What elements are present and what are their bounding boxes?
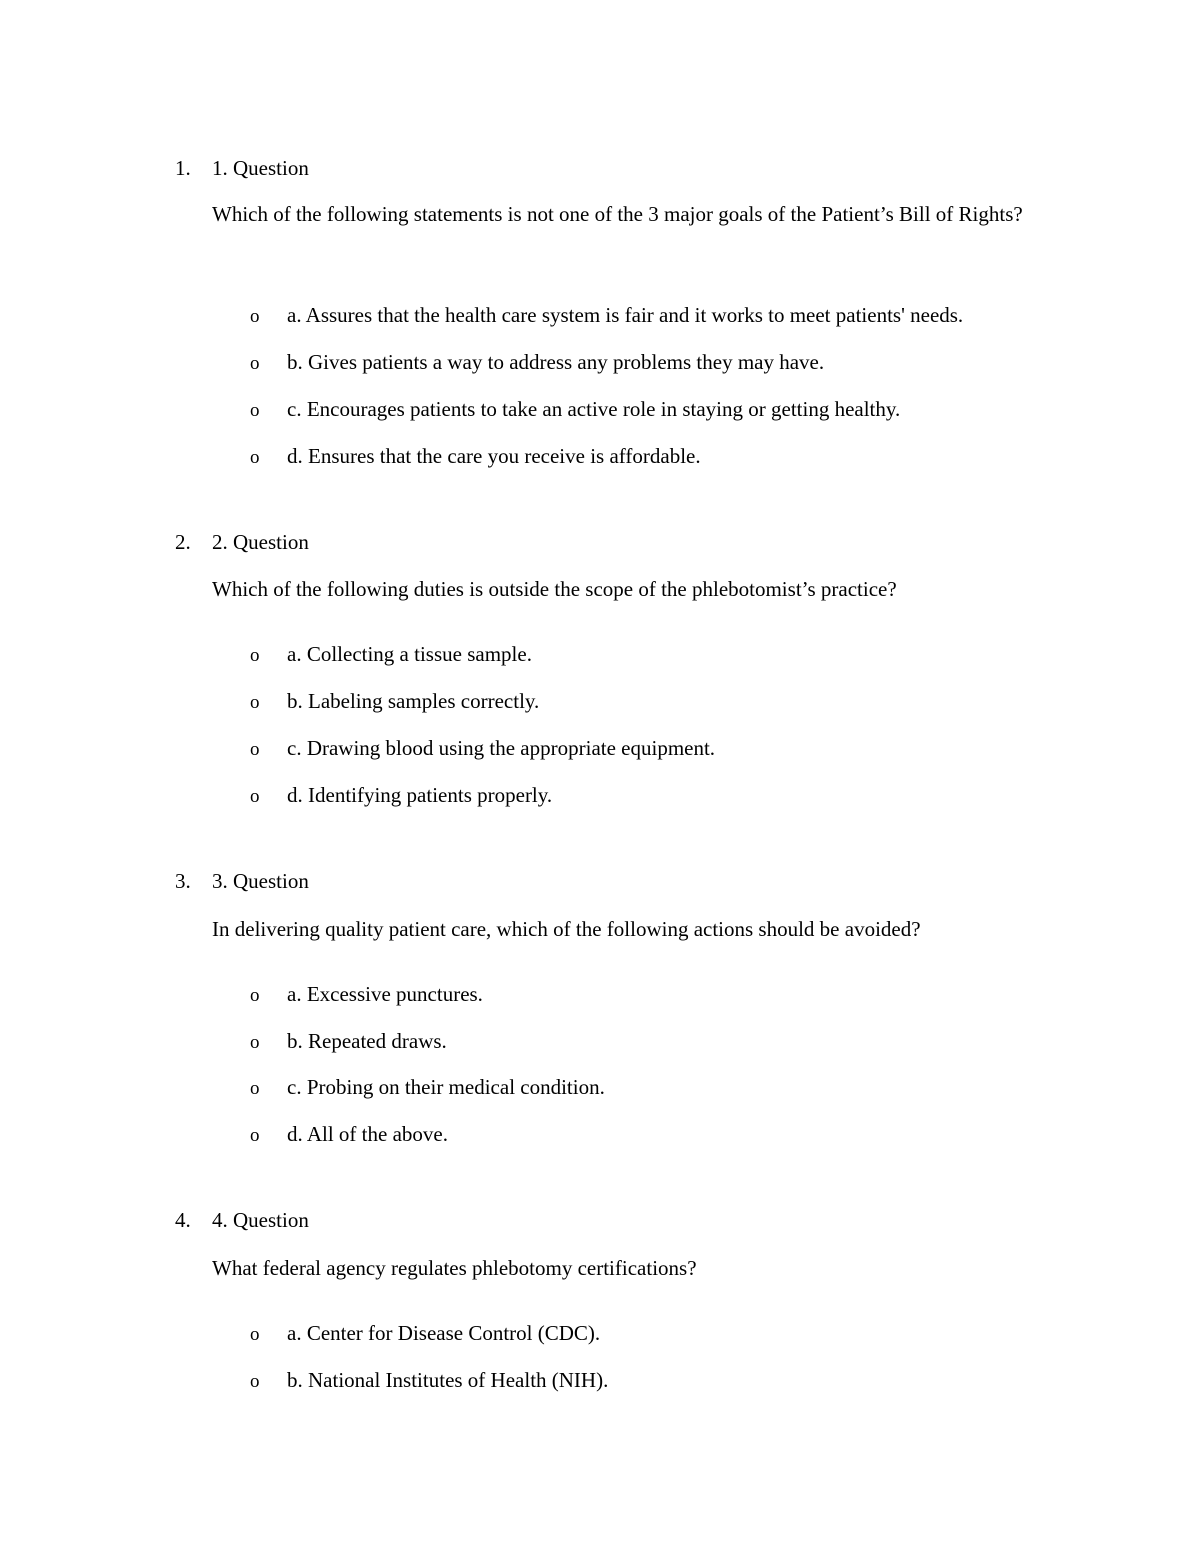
question-1-option-c: c. Encourages patients to take an active role in staying or getting healthy. <box>287 397 901 421</box>
question-3-option-a-bullet: o <box>250 985 260 1006</box>
question-1-option-a: a. Assures that the health care system is fair and it works to meet patients' needs. <box>287 303 964 327</box>
question-4-title: 4. Question <box>212 1208 309 1232</box>
question-4-text: What federal agency regulates phlebotomy certifications? <box>212 1256 697 1280</box>
question-1-option-d: d. Ensures that the care you receive is affordable. <box>287 444 701 468</box>
question-1-number: 1. <box>175 156 191 180</box>
question-3-option-b: b. Repeated draws. <box>287 1029 447 1053</box>
question-2-number: 2. <box>175 530 191 554</box>
question-2-option-c: c. Drawing blood using the appropriate equipment. <box>287 736 716 760</box>
question-2-option-b: b. Labeling samples correctly. <box>287 689 540 713</box>
question-3-option-a: a. Excessive punctures. <box>287 982 483 1006</box>
question-2-option-d-bullet: o <box>250 786 260 807</box>
question-2-option-d: d. Identifying patients properly. <box>287 783 553 807</box>
question-4-option-a: a. Center for Disease Control (CDC). <box>287 1321 601 1345</box>
question-1-text: Which of the following statements is not one of the 3 major goals of the Patient’s Bill of Rights? <box>212 202 1023 226</box>
question-1-option-b-bullet: o <box>250 353 260 374</box>
question-1-option-a-bullet: o <box>250 306 260 327</box>
question-1-title: 1. Question <box>212 156 309 180</box>
question-2-option-a: a. Collecting a tissue sample. <box>287 642 532 666</box>
question-2-option-c-bullet: o <box>250 739 260 760</box>
question-2-option-a-bullet: o <box>250 645 260 666</box>
question-3-option-b-bullet: o <box>250 1032 260 1053</box>
question-4-option-a-bullet: o <box>250 1324 260 1345</box>
question-3-option-d-bullet: o <box>250 1125 260 1146</box>
question-2-option-b-bullet: o <box>250 692 260 713</box>
question-3-option-c-bullet: o <box>250 1078 260 1099</box>
question-3-title: 3. Question <box>212 869 309 893</box>
question-1-option-c-bullet: o <box>250 400 260 421</box>
question-3-option-d: d. All of the above. <box>287 1122 448 1146</box>
question-4-number: 4. <box>175 1208 191 1232</box>
question-4-option-b: b. National Institutes of Health (NIH). <box>287 1368 609 1392</box>
question-3-number: 3. <box>175 869 191 893</box>
question-1-option-d-bullet: o <box>250 447 260 468</box>
question-2-title: 2. Question <box>212 530 309 554</box>
question-3-text: In delivering quality patient care, which of the following actions should be avoided? <box>212 917 921 941</box>
question-3-option-c: c. Probing on their medical condition. <box>287 1075 605 1099</box>
question-1-option-b: b. Gives patients a way to address any problems they may have. <box>287 350 825 374</box>
question-2-text: Which of the following duties is outside the scope of the phlebotomist’s practice? <box>212 577 897 601</box>
question-4-option-b-bullet: o <box>250 1371 260 1392</box>
